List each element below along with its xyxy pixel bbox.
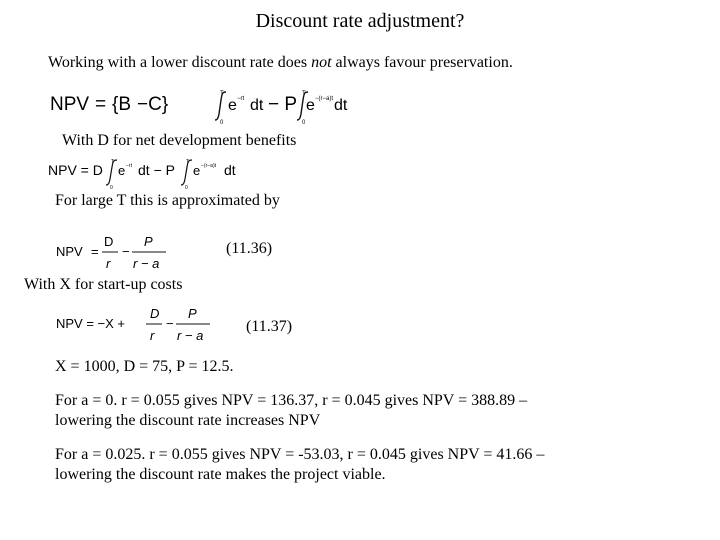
intro-emphasis: not (311, 54, 332, 71)
eq1-dt-2: dt (334, 97, 348, 114)
eq3-num-2: P (144, 234, 153, 249)
large-t-text: For large T this is approximated by (55, 192, 280, 209)
eq1-int-lower: 0 (220, 120, 224, 124)
eq4-num-2: P (188, 306, 197, 321)
equation-npv-integral (50, 86, 320, 124)
eq1-lhs: NPV (50, 94, 90, 115)
eq4-lhs: NPV = −X + (56, 316, 126, 331)
equation-npv-d-integral (48, 156, 258, 190)
eq3-lhs: NPV (56, 244, 83, 259)
equation-11-37 (56, 306, 216, 348)
equation-number-11-36: (11.36) (226, 240, 273, 257)
slide-title: Discount rate adjustment? (255, 10, 465, 32)
svg-text:=: = (91, 244, 99, 259)
eq1-minus-p: − P (268, 94, 298, 115)
eq2-exp-1: −rt (126, 163, 132, 169)
eq1-integrand-1: e (228, 97, 237, 114)
eq1-int-lower-2: 0 (302, 120, 306, 124)
eq1-int-upper: T (220, 91, 224, 97)
intro-pre: Working with a lower discount rate does (48, 54, 312, 71)
case1-line1: For a = 0. r = 0.055 gives NPV = 136.37, r = 0.045 gives NPV = 388.89 – (55, 392, 528, 409)
intro-text (48, 54, 513, 72)
eq3-den-1: r (106, 256, 111, 271)
eq1-bracket: {B (112, 94, 132, 115)
eq2-int-upper: T (111, 159, 115, 165)
eq2-int-upper-2: T (186, 159, 190, 165)
eq1-exp-2: −(r−a)t (315, 96, 334, 102)
eq2-dt-2: dt (224, 162, 236, 178)
svg-text:−: − (122, 244, 130, 259)
svg-text:−: − (166, 316, 174, 331)
eq3-num-1: D (104, 234, 114, 249)
svg-text:=: = (95, 94, 107, 115)
eq4-den-1: r (150, 328, 155, 343)
values-text: X = 1000, D = 75, P = 12.5. (55, 358, 234, 375)
case2-line2: lowering the discount rate makes the project viable. (55, 466, 386, 483)
eq1-integrand-2: e (306, 97, 315, 114)
eq3-den-2: r − a (133, 256, 160, 271)
with-x-text: With X for start-up costs (24, 276, 183, 293)
eq1-int-upper-2: T (302, 91, 306, 97)
eq2-integrand-1: e (118, 163, 126, 178)
eq1-minus-c: −C} (137, 94, 169, 115)
equation-npv-integral-tail (306, 86, 366, 124)
with-d-text: With D for net development benefits (62, 132, 297, 149)
eq1-dt-1: dt (250, 97, 264, 114)
case1-line2: lowering the discount rate increases NPV (55, 412, 321, 429)
eq4-den-2: r − a (177, 328, 204, 343)
eq4-num-1: D (150, 306, 160, 321)
eq2-exp-2: −(r−a)t (201, 163, 217, 169)
eq2-int-lower-2: 0 (185, 185, 188, 190)
intro-post: always favour preservation. (331, 54, 513, 71)
case2-line1: For a = 0.025. r = 0.055 gives NPV = -53.03, r = 0.045 gives NPV = 41.66 – (55, 446, 545, 463)
eq2-dt-1: dt − P (138, 162, 175, 178)
equation-number-11-37: (11.37) (246, 318, 293, 335)
eq2-integrand-2: e (193, 163, 201, 178)
eq2-int-lower: 0 (110, 185, 113, 190)
eq1-exp-1: −rt (237, 96, 245, 102)
eq2-lhs: NPV = D (48, 162, 103, 178)
equation-11-36 (56, 232, 176, 274)
